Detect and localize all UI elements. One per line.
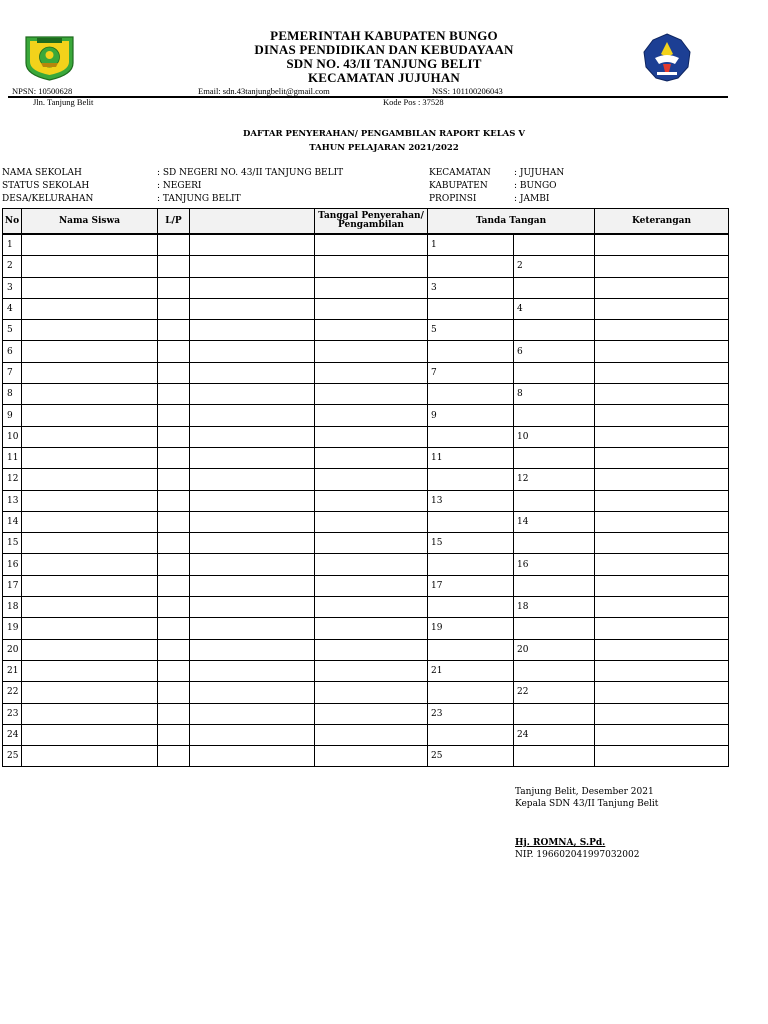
value-status-sekolah: : NEGERI: [157, 181, 202, 191]
cell-lp: [158, 639, 190, 660]
header-divider: [8, 96, 728, 98]
header-tanggal: Tanggal Penyerahan/ Pengambilan: [315, 209, 428, 235]
header-school: SDN NO. 43/II TANJUNG BELIT: [286, 56, 482, 71]
cell-lp: [158, 575, 190, 596]
table-row: [3, 639, 729, 660]
cell-lp: [158, 277, 190, 298]
cell-ttd-right: [514, 618, 595, 639]
cell-lp: [158, 746, 190, 767]
cell-ttd-left: 11: [428, 447, 514, 468]
cell-nama-siswa: [22, 490, 158, 511]
label-status-sekolah: STATUS SEKOLAH: [2, 181, 90, 191]
cell-lp: [158, 682, 190, 703]
table-row: [3, 447, 729, 468]
cell-ttd-right: 20: [514, 639, 595, 660]
cell-no: 25: [3, 746, 22, 767]
cell-blank: [190, 511, 315, 532]
cell-no: 17: [3, 575, 22, 596]
cell-blank: [190, 703, 315, 724]
cell-keterangan: [595, 724, 729, 745]
cell-no: 16: [3, 554, 22, 575]
cell-ttd-left: [428, 469, 514, 490]
header-district: KECAMATAN JUJUHAN: [307, 70, 461, 85]
table-row: [3, 511, 729, 532]
cell-keterangan: [595, 618, 729, 639]
cell-ttd-right: [514, 320, 595, 341]
cell-lp: [158, 256, 190, 277]
cell-tanggal: [315, 362, 428, 383]
cell-blank: [190, 533, 315, 554]
cell-keterangan: [595, 597, 729, 618]
cell-tanggal: [315, 298, 428, 319]
cell-tanggal: [315, 724, 428, 745]
npsn-text: NPSN: 10500628: [12, 86, 73, 96]
cell-no: 21: [3, 660, 22, 681]
cell-lp: [158, 469, 190, 490]
cell-blank: [190, 618, 315, 639]
cell-nama-siswa: [22, 682, 158, 703]
cell-ttd-left: 7: [428, 362, 514, 383]
table-row: [3, 256, 729, 277]
signer-nip: NIP. 196602041997032002: [515, 850, 640, 860]
cell-no: 8: [3, 384, 22, 405]
cell-ttd-left: [428, 554, 514, 575]
cell-ttd-right: [514, 575, 595, 596]
cell-tanggal: [315, 469, 428, 490]
cell-lp: [158, 660, 190, 681]
cell-ttd-left: 17: [428, 575, 514, 596]
cell-keterangan: [595, 256, 729, 277]
cell-ttd-right: 18: [514, 597, 595, 618]
cell-tanggal: [315, 490, 428, 511]
cell-nama-siswa: [22, 511, 158, 532]
cell-tanggal: [315, 256, 428, 277]
label-desa: DESA/KELURAHAN: [2, 194, 94, 204]
cell-keterangan: [595, 511, 729, 532]
cell-keterangan: [595, 660, 729, 681]
value-kabupaten: : BUNGO: [514, 181, 557, 191]
cell-ttd-left: [428, 256, 514, 277]
table-row: [3, 533, 729, 554]
cell-keterangan: [595, 469, 729, 490]
cell-ttd-right: [514, 234, 595, 256]
table-row: [3, 597, 729, 618]
cell-nama-siswa: [22, 639, 158, 660]
cell-no: 22: [3, 682, 22, 703]
cell-tanggal: [315, 639, 428, 660]
cell-lp: [158, 724, 190, 745]
cell-ttd-right: 4: [514, 298, 595, 319]
table-row: [3, 660, 729, 681]
cell-keterangan: [595, 341, 729, 362]
cell-blank: [190, 341, 315, 362]
cell-lp: [158, 554, 190, 575]
cell-tanggal: [315, 405, 428, 426]
cell-ttd-right: [514, 533, 595, 554]
cell-no: 1: [3, 234, 22, 256]
cell-ttd-left: 23: [428, 703, 514, 724]
cell-nama-siswa: [22, 746, 158, 767]
cell-keterangan: [595, 298, 729, 319]
cell-lp: [158, 618, 190, 639]
cell-tanggal: [315, 277, 428, 298]
cell-ttd-right: 24: [514, 724, 595, 745]
address-text: Jln. Tanjung Belit: [33, 97, 94, 107]
table-row: [3, 405, 729, 426]
signer-position: Kepala SDN 43/II Tanjung Belit: [515, 799, 659, 809]
table-row: [3, 362, 729, 383]
cell-ttd-left: [428, 341, 514, 362]
cell-ttd-left: [428, 298, 514, 319]
cell-blank: [190, 724, 315, 745]
nss-text: NSS: 101100206043: [432, 86, 503, 96]
report-handover-table: [2, 208, 729, 767]
cell-tanggal: [315, 703, 428, 724]
cell-no: 4: [3, 298, 22, 319]
cell-blank: [190, 682, 315, 703]
cell-keterangan: [595, 639, 729, 660]
cell-ttd-right: [514, 660, 595, 681]
cell-blank: [190, 597, 315, 618]
cell-no: 11: [3, 447, 22, 468]
cell-keterangan: [595, 384, 729, 405]
cell-blank: [190, 298, 315, 319]
cell-no: 15: [3, 533, 22, 554]
cell-ttd-right: [514, 277, 595, 298]
cell-ttd-right: [514, 362, 595, 383]
cell-keterangan: [595, 533, 729, 554]
document-title: DAFTAR PENYERAHAN/ PENGAMBILAN RAPORT KELAS V: [243, 129, 525, 139]
cell-lp: [158, 298, 190, 319]
cell-blank: [190, 447, 315, 468]
cell-ttd-right: 16: [514, 554, 595, 575]
cell-no: 14: [3, 511, 22, 532]
cell-ttd-right: [514, 447, 595, 468]
document-subtitle: TAHUN PELAJARAN 2021/2022: [309, 143, 459, 153]
cell-keterangan: [595, 447, 729, 468]
cell-keterangan: [595, 554, 729, 575]
label-kabupaten: KABUPATEN: [429, 181, 488, 191]
value-nama-sekolah: : SD NEGERI NO. 43/II TANJUNG BELIT: [157, 168, 344, 178]
cell-ttd-left: 5: [428, 320, 514, 341]
cell-ttd-left: [428, 511, 514, 532]
header-tanda-tangan: Tanda Tangan: [428, 209, 595, 235]
cell-ttd-right: [514, 405, 595, 426]
cell-keterangan: [595, 362, 729, 383]
cell-tanggal: [315, 575, 428, 596]
cell-nama-siswa: [22, 298, 158, 319]
cell-ttd-left: [428, 724, 514, 745]
cell-ttd-right: 10: [514, 426, 595, 447]
cell-ttd-right: [514, 746, 595, 767]
cell-nama-siswa: [22, 724, 158, 745]
cell-blank: [190, 277, 315, 298]
cell-ttd-right: 14: [514, 511, 595, 532]
cell-tanggal: [315, 660, 428, 681]
table-row: [3, 298, 729, 319]
table-row: [3, 277, 729, 298]
table-row: [3, 234, 729, 256]
header-keterangan: Keterangan: [595, 209, 729, 235]
cell-no: 13: [3, 490, 22, 511]
cell-nama-siswa: [22, 703, 158, 724]
cell-ttd-right: [514, 490, 595, 511]
cell-no: 12: [3, 469, 22, 490]
cell-nama-siswa: [22, 405, 158, 426]
table-row: [3, 703, 729, 724]
value-propinsi: : JAMBI: [514, 194, 550, 204]
cell-tanggal: [315, 554, 428, 575]
signer-name: Hj. ROMNA, S.Pd.: [515, 838, 606, 848]
cell-blank: [190, 746, 315, 767]
cell-tanggal: [315, 320, 428, 341]
cell-tanggal: [315, 511, 428, 532]
cell-ttd-right: 2: [514, 256, 595, 277]
cell-ttd-left: 19: [428, 618, 514, 639]
label-nama-sekolah: NAMA SEKOLAH: [2, 168, 82, 178]
cell-lp: [158, 362, 190, 383]
cell-ttd-left: 21: [428, 660, 514, 681]
label-propinsi: PROPINSI: [429, 194, 477, 204]
cell-tanggal: [315, 618, 428, 639]
cell-ttd-left: 25: [428, 746, 514, 767]
cell-lp: [158, 320, 190, 341]
cell-lp: [158, 405, 190, 426]
cell-ttd-left: 3: [428, 277, 514, 298]
table-row: [3, 575, 729, 596]
table-row: [3, 490, 729, 511]
cell-tanggal: [315, 341, 428, 362]
cell-nama-siswa: [22, 533, 158, 554]
cell-blank: [190, 660, 315, 681]
cell-nama-siswa: [22, 597, 158, 618]
cell-tanggal: [315, 384, 428, 405]
cell-ttd-right: 22: [514, 682, 595, 703]
header-lp: L/P: [158, 209, 190, 235]
cell-nama-siswa: [22, 575, 158, 596]
cell-ttd-left: [428, 639, 514, 660]
cell-lp: [158, 490, 190, 511]
cell-blank: [190, 639, 315, 660]
cell-no: 19: [3, 618, 22, 639]
cell-lp: [158, 234, 190, 256]
cell-tanggal: [315, 597, 428, 618]
cell-no: 7: [3, 362, 22, 383]
cell-nama-siswa: [22, 384, 158, 405]
cell-keterangan: [595, 703, 729, 724]
cell-nama-siswa: [22, 469, 158, 490]
table-row: [3, 682, 729, 703]
cell-nama-siswa: [22, 362, 158, 383]
table-row: [3, 724, 729, 745]
cell-tanggal: [315, 533, 428, 554]
table-row: [3, 426, 729, 447]
table-row: [3, 341, 729, 362]
cell-nama-siswa: [22, 660, 158, 681]
place-date: Tanjung Belit, Desember 2021: [515, 787, 654, 797]
cell-blank: [190, 320, 315, 341]
cell-ttd-right: 12: [514, 469, 595, 490]
header-nama-siswa: Nama Siswa: [22, 209, 158, 235]
value-desa: : TANJUNG BELIT: [157, 194, 241, 204]
cell-lp: [158, 384, 190, 405]
cell-keterangan: [595, 682, 729, 703]
cell-keterangan: [595, 320, 729, 341]
cell-no: 24: [3, 724, 22, 745]
cell-tanggal: [315, 746, 428, 767]
cell-no: 23: [3, 703, 22, 724]
cell-keterangan: [595, 426, 729, 447]
cell-ttd-right: 8: [514, 384, 595, 405]
header-no: No: [3, 209, 22, 235]
cell-nama-siswa: [22, 618, 158, 639]
cell-lp: [158, 533, 190, 554]
cell-no: 2: [3, 256, 22, 277]
cell-ttd-left: 9: [428, 405, 514, 426]
cell-ttd-left: [428, 682, 514, 703]
header-blank: [190, 209, 315, 235]
cell-blank: [190, 426, 315, 447]
cell-lp: [158, 426, 190, 447]
email-text: Email: sdn.43tanjungbelit@gmail.com: [198, 86, 330, 96]
cell-lp: [158, 341, 190, 362]
cell-nama-siswa: [22, 256, 158, 277]
cell-blank: [190, 234, 315, 256]
cell-tanggal: [315, 426, 428, 447]
cell-nama-siswa: [22, 554, 158, 575]
label-kecamatan: KECAMATAN: [429, 168, 491, 178]
cell-keterangan: [595, 405, 729, 426]
cell-no: 20: [3, 639, 22, 660]
cell-nama-siswa: [22, 447, 158, 468]
cell-nama-siswa: [22, 341, 158, 362]
table-row: [3, 469, 729, 490]
cell-ttd-left: [428, 597, 514, 618]
cell-nama-siswa: [22, 277, 158, 298]
cell-lp: [158, 703, 190, 724]
table-row: [3, 320, 729, 341]
cell-no: 9: [3, 405, 22, 426]
cell-tanggal: [315, 234, 428, 256]
cell-ttd-left: 15: [428, 533, 514, 554]
cell-blank: [190, 405, 315, 426]
cell-lp: [158, 597, 190, 618]
cell-lp: [158, 511, 190, 532]
table-header-row: [3, 209, 729, 235]
cell-blank: [190, 362, 315, 383]
cell-ttd-right: [514, 703, 595, 724]
value-kecamatan: : JUJUHAN: [514, 168, 565, 178]
table-row: [3, 746, 729, 767]
cell-ttd-left: 1: [428, 234, 514, 256]
cell-no: 5: [3, 320, 22, 341]
cell-ttd-right: 6: [514, 341, 595, 362]
cell-ttd-left: [428, 426, 514, 447]
cell-blank: [190, 469, 315, 490]
table-row: [3, 618, 729, 639]
cell-keterangan: [595, 746, 729, 767]
cell-blank: [190, 256, 315, 277]
cell-no: 18: [3, 597, 22, 618]
cell-keterangan: [595, 277, 729, 298]
cell-keterangan: [595, 575, 729, 596]
cell-tanggal: [315, 682, 428, 703]
cell-lp: [158, 447, 190, 468]
cell-no: 10: [3, 426, 22, 447]
cell-nama-siswa: [22, 320, 158, 341]
cell-blank: [190, 554, 315, 575]
cell-keterangan: [595, 490, 729, 511]
cell-ttd-left: 13: [428, 490, 514, 511]
cell-no: 3: [3, 277, 22, 298]
postal-code-text: Kode Pos : 37528: [383, 97, 444, 107]
cell-nama-siswa: [22, 234, 158, 256]
cell-blank: [190, 384, 315, 405]
cell-ttd-left: [428, 384, 514, 405]
table-row: [3, 384, 729, 405]
cell-no: 6: [3, 341, 22, 362]
cell-keterangan: [595, 234, 729, 256]
cell-blank: [190, 490, 315, 511]
cell-blank: [190, 575, 315, 596]
header-government: PEMERINTAH KABUPATEN BUNGO: [270, 28, 498, 43]
cell-nama-siswa: [22, 426, 158, 447]
table-row: [3, 554, 729, 575]
header-department: DINAS PENDIDIKAN DAN KEBUDAYAAN: [254, 42, 514, 57]
cell-tanggal: [315, 447, 428, 468]
